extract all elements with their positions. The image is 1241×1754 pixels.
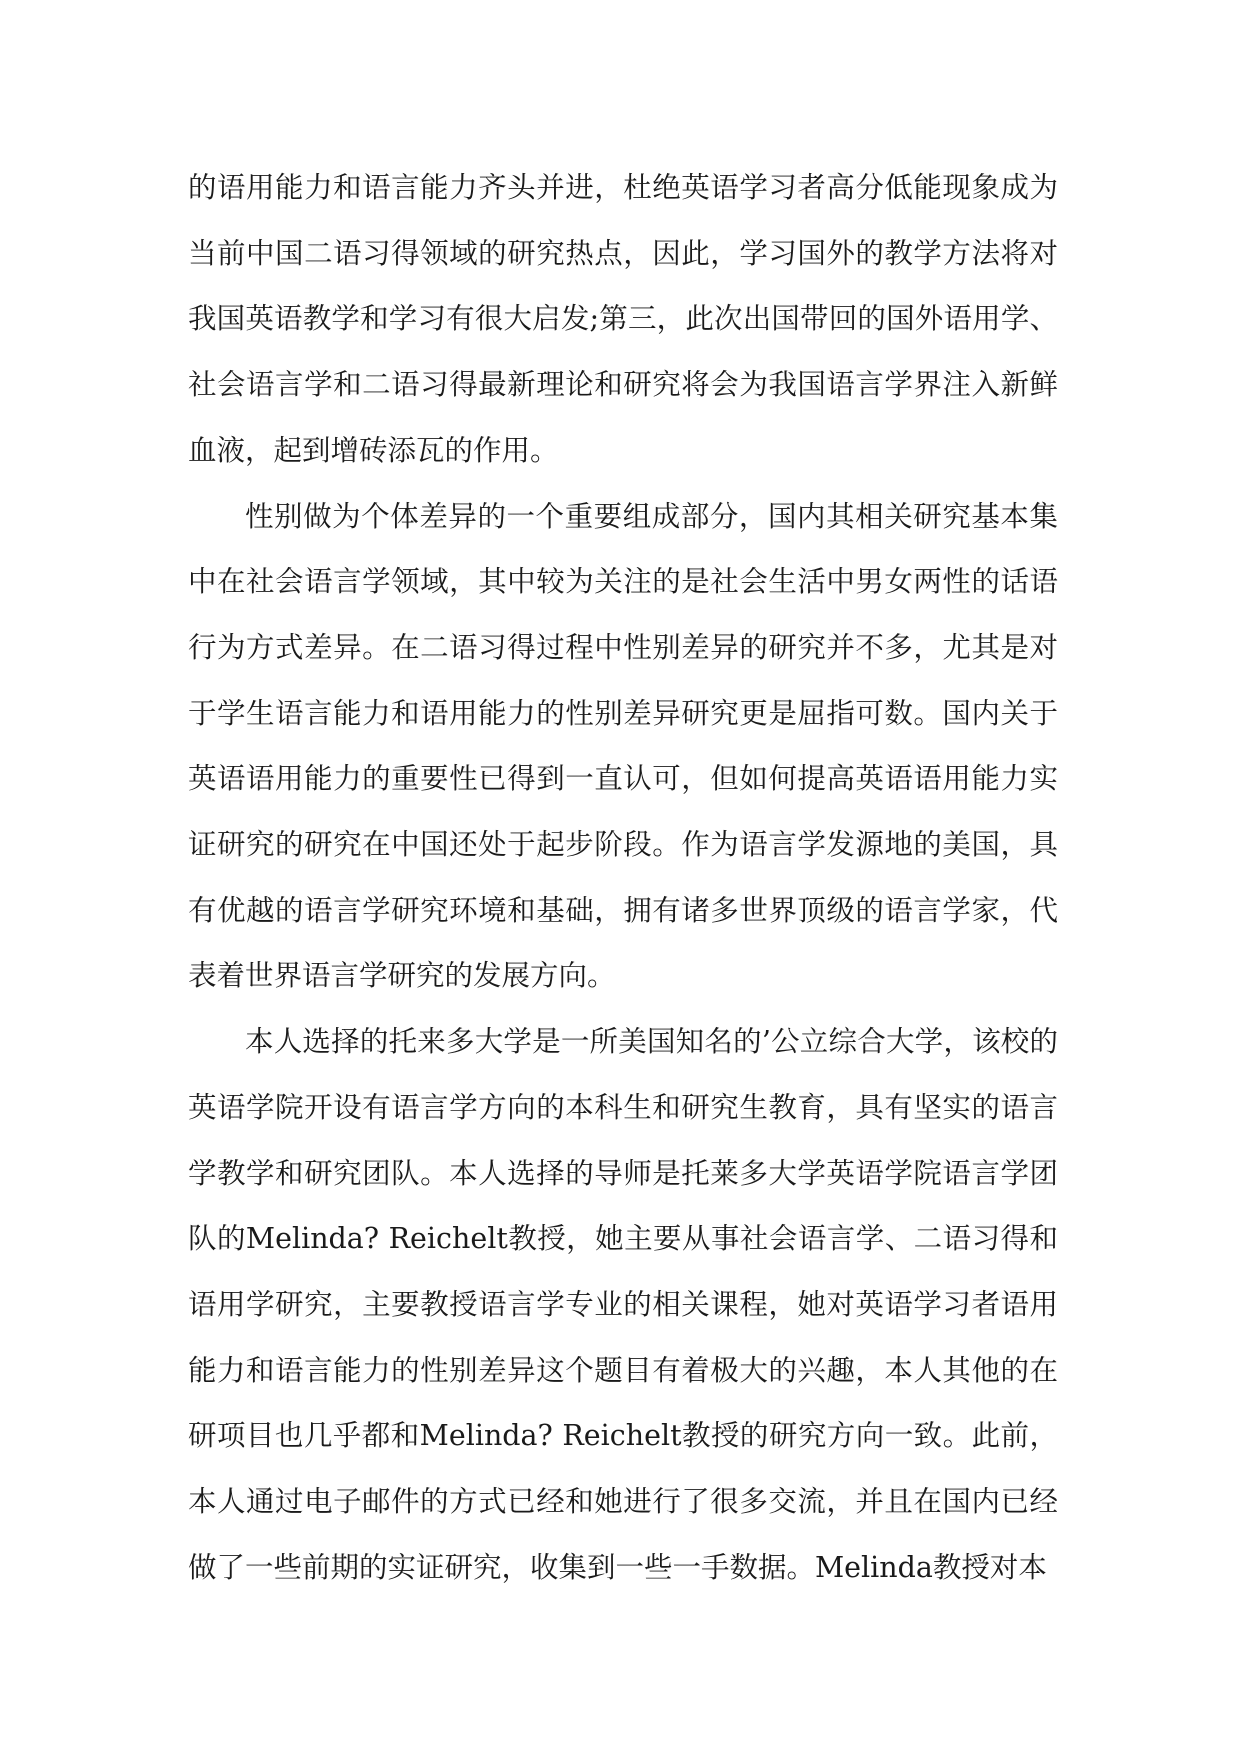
document-body [188, 155, 1058, 1600]
paragraph-2: 性别做为个体差异的一个重要组成部分，国内其相关研究基本集中在社会语言学领域，其中较为关注的是社会生活中男女两性的话语行为方式差异。在二语习得过程中性别差异的研究并不多，尤其是对于学生语言能力和语用能力的性别差异研究更是屈指可数。国内关于英语语用能力的重要性已得到一直认可，但如何提高英语语用能力实证研究的研究在中国还处于起步阶段。作为语言学发源地的美国，具有优越的语言学研究环境和基础，拥有诸多世界顶级的语言学家，代表着世界语言学研究的发展方向。 [188, 499, 1058, 993]
paragraph-3: 本人选择的托来多大学是一所美国知名的’公立综合大学，该校的英语学院开设有语言学方向的本科生和研究生教育，具有坚实的语言学教学和研究团队。本人选择的导师是托莱多大学英语学院语言学团队的Melinda? Reichelt教授，她主要从事社会语言学、二语习得和语用学研究，主要教授语言学专业的相关课程，她对英语学习者语用能力和语言能力的性别差异这个题目有着极大的兴趣，本人其他的在研项目也几乎都和Melinda? Reichelt教授的研究方向一致。此前，本人通过电子邮件的方式已经和她进行了很多交流，并且在国内已经做了一些前期的实证研究，收集到一些一手数据。Melinda教授对本 [188, 1025, 1058, 1584]
paragraph-1: 的语用能力和语言能力齐头并进，杜绝英语学习者高分低能现象成为当前中国二语习得领域的研究热点，因此，学习国外的教学方法将对我国英语教学和学习有很大启发;第三，此次出国带回的国外语用学、社会语言学和二语习得最新理论和研究将会为我国语言学界注入新鲜血液，起到增砖添瓦的作用。 [188, 171, 1058, 467]
